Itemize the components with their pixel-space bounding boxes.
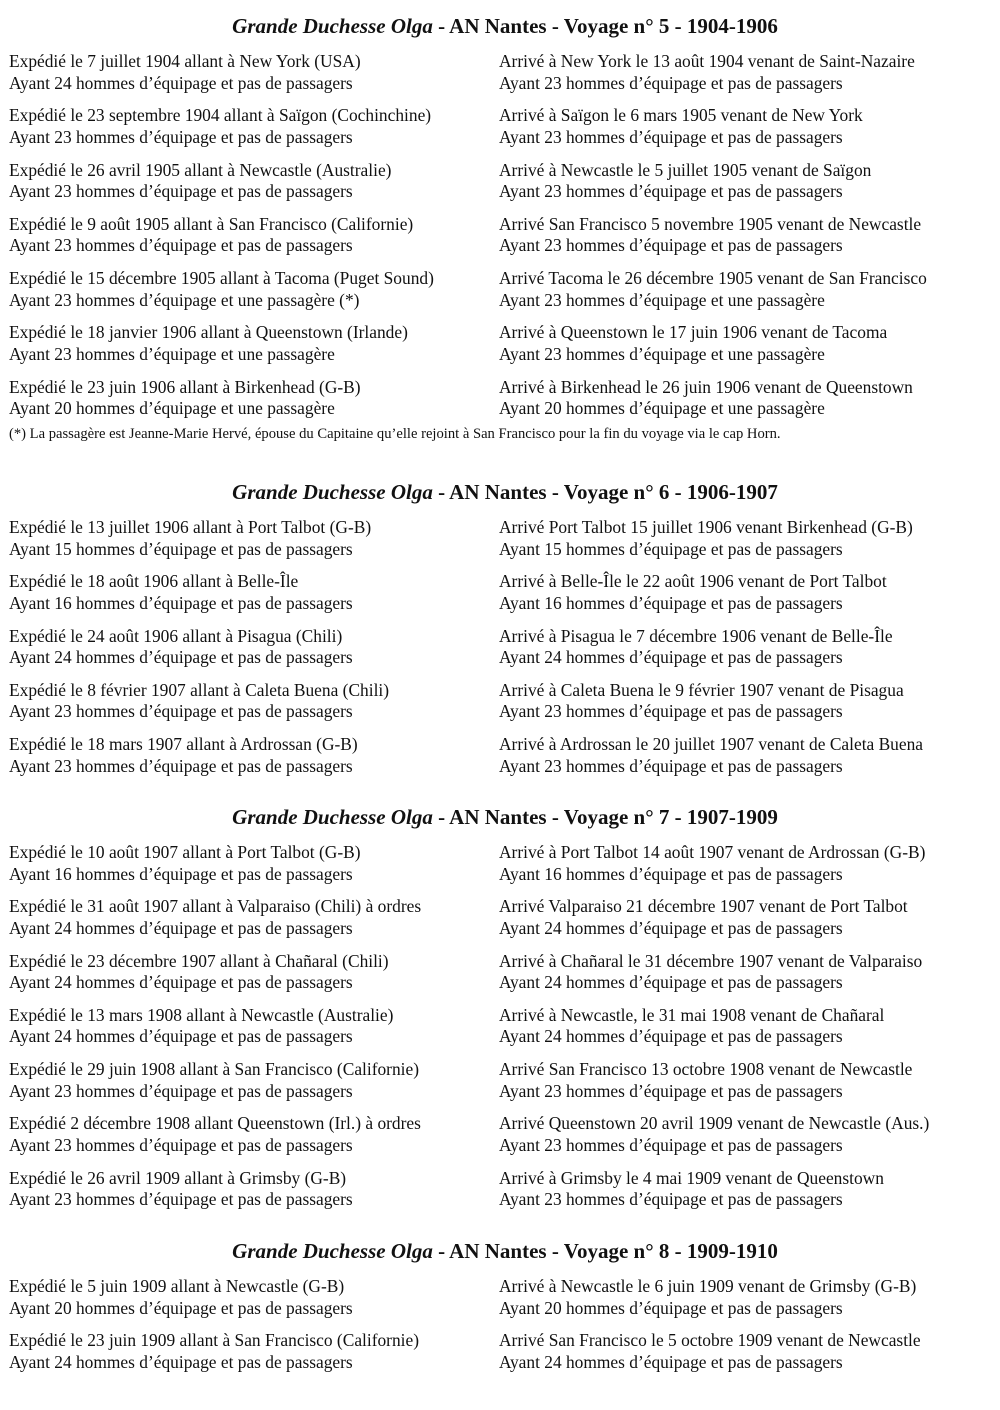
arrival-entry — [499, 626, 989, 680]
departure-text: Expédié le 7 juillet 1904 allant à New York (USA) — [9, 51, 361, 71]
arrival-crew: Ayant 23 hommes d’équipage et pas de passagers — [499, 1134, 843, 1155]
departure-text: Expédié le 10 août 1907 allant à Port Talbot (G-B) — [9, 842, 361, 862]
arrival-crew: Ayant 24 hommes d’équipage et pas de passagers — [499, 917, 843, 938]
arrival-entry — [499, 214, 989, 268]
departure-entry — [0, 680, 499, 734]
voyage-legs — [0, 51, 1000, 431]
voyage-legs — [0, 517, 1000, 788]
voyage-leg — [0, 322, 1000, 376]
departure-text: Expédié le 23 juin 1909 allant à San Francisco (Californie) — [9, 1330, 420, 1351]
arrival-text: Arrivé à Newcastle le 6 juin 1909 venant de Grimsby (G-B) — [499, 1276, 917, 1296]
departure-entry — [0, 1330, 499, 1384]
departure-entry — [0, 322, 499, 376]
departure-text: Expédié le 24 août 1906 allant à Pisagua (Chili) — [9, 625, 343, 646]
departure-crew: Ayant 23 hommes d’équipage et une passagère — [9, 343, 335, 364]
departure-text: Expédié le 5 juin 1909 allant à Newcastle (G-B) — [9, 1276, 345, 1296]
arrival-crew: Ayant 23 hommes d’équipage et pas de passagers — [499, 701, 843, 722]
arrival-text: Arrivé à Queenstown le 17 juin 1906 venant de Tacoma — [499, 322, 888, 343]
arrival-text: Arrivé Queenstown 20 avril 1909 venant de Newcastle (Aus.) — [499, 1113, 930, 1134]
voyage-section-6 — [0, 479, 1000, 788]
departure-text: Expédié le 29 juin 1908 allant à San Francisco (Californie) — [9, 1059, 420, 1080]
voyage-leg — [0, 842, 1000, 896]
departure-crew: Ayant 15 hommes d’équipage et pas de passagers — [9, 538, 353, 559]
arrival-crew: Ayant 16 hommes d’équipage et pas de passagers — [499, 592, 843, 613]
arrival-text: Arrivé à Caleta Buena le 9 février 1907 venant de Pisagua — [499, 679, 904, 700]
voyage-leg — [0, 1005, 1000, 1059]
voyage-title — [0, 13, 1000, 40]
voyage-section-7 — [0, 804, 1000, 1222]
departure-entry — [0, 896, 499, 950]
arrival-text: Arrivé à Belle-Île le 22 août 1906 venant de Port Talbot — [499, 571, 887, 592]
arrival-text: Arrivé à Grimsby le 4 mai 1909 venant de Queenstown — [499, 1167, 884, 1188]
arrival-text: Arrivé à Pisagua le 7 décembre 1906 venant de Belle-Île — [499, 625, 893, 646]
departure-text: Expédié le 13 juillet 1906 allant à Port Talbot (G-B) — [9, 517, 372, 537]
departure-crew: Ayant 24 hommes d’équipage et pas de passagers — [9, 1351, 353, 1372]
arrival-crew: Ayant 16 hommes d’équipage et pas de passagers — [499, 863, 843, 884]
arrival-text: Arrivé à Ardrossan le 20 juillet 1907 venant de Caleta Buena — [499, 734, 924, 755]
arrival-crew: Ayant 24 hommes d’équipage et pas de passagers — [499, 647, 843, 668]
voyage-section-8 — [0, 1238, 1000, 1385]
voyage-section-5 — [0, 13, 1000, 443]
departure-text: Expédié le 26 avril 1909 allant à Grimsby (G-B) — [9, 1167, 347, 1188]
departure-crew: Ayant 24 hommes d’équipage et pas de passagers — [9, 647, 353, 668]
departure-entry — [0, 571, 499, 625]
arrival-text: Arrivé à Birkenhead le 26 juin 1906 venant de Queenstown — [499, 376, 913, 397]
departure-text: Expédié le 15 décembre 1905 allant à Tacoma (Puget Sound) — [9, 268, 434, 289]
arrival-entry — [499, 377, 989, 431]
arrival-entry — [499, 51, 989, 105]
departure-entry — [0, 626, 499, 680]
voyage-leg — [0, 1113, 1000, 1167]
arrival-entry — [499, 571, 989, 625]
arrival-entry — [499, 268, 989, 322]
departure-entry — [0, 1005, 499, 1059]
arrival-crew: Ayant 24 hommes d’équipage et pas de passagers — [499, 1026, 843, 1047]
departure-text: Expédié le 8 février 1907 allant à Caleta Buena (Chili) — [9, 679, 390, 700]
voyage-leg — [0, 214, 1000, 268]
voyage-title — [0, 1238, 1000, 1265]
arrival-text: Arrivé San Francisco 5 novembre 1905 venant de Newcastle — [499, 213, 922, 234]
departure-text: Expédié le 18 janvier 1906 allant à Queenstown (Irlande) — [9, 322, 408, 343]
departure-text: Expédié le 13 mars 1908 allant à Newcastle (Australie) — [9, 1004, 394, 1025]
arrival-text: Arrivé Valparaiso 21 décembre 1907 venant de Port Talbot — [499, 896, 908, 917]
departure-entry — [0, 377, 499, 431]
voyage-leg — [0, 896, 1000, 950]
departure-crew: Ayant 23 hommes d’équipage et pas de passagers — [9, 126, 353, 147]
departure-entry — [0, 214, 499, 268]
arrival-entry — [499, 160, 989, 214]
arrival-text: Arrivé à Newcastle le 5 juillet 1905 venant de Saïgon — [499, 159, 872, 180]
departure-entry — [0, 842, 499, 896]
voyage-legs — [0, 1276, 1000, 1385]
arrival-text: Arrivé à Newcastle, le 31 mai 1908 venant de Chañaral — [499, 1004, 885, 1025]
arrival-entry — [499, 1276, 989, 1330]
departure-entry — [0, 951, 499, 1005]
departure-text: Expédié le 31 août 1907 allant à Valparaiso (Chili) à ordres — [9, 896, 422, 917]
voyage-leg — [0, 734, 1000, 788]
departure-crew: Ayant 23 hommes d’équipage et pas de passagers — [9, 1080, 353, 1101]
departure-entry — [0, 1168, 499, 1222]
departure-crew: Ayant 24 hommes d’équipage et pas de passagers — [9, 72, 353, 93]
voyage-title-rest: - AN Nantes - Voyage n° 7 - 1907-1909 — [432, 805, 778, 829]
departure-crew: Ayant 23 hommes d’équipage et pas de passagers — [9, 755, 353, 776]
voyage-leg — [0, 160, 1000, 214]
departure-text: Expédié le 18 août 1906 allant à Belle-Île — [9, 571, 299, 592]
voyage-title — [0, 804, 1000, 831]
arrival-entry — [499, 1113, 989, 1167]
departure-text: Expédié le 23 décembre 1907 allant à Chañaral (Chili) — [9, 950, 389, 971]
departure-entry — [0, 105, 499, 159]
arrival-text: Arrivé à Chañaral le 31 décembre 1907 venant de Valparaiso — [499, 950, 923, 971]
arrival-text: Arrivé Port Talbot 15 juillet 1906 venant Birkenhead (G-B) — [499, 517, 913, 537]
arrival-entry — [499, 951, 989, 1005]
departure-entry — [0, 51, 499, 105]
departure-crew: Ayant 20 hommes d’équipage et une passagère — [9, 398, 335, 419]
voyage-leg — [0, 626, 1000, 680]
departure-crew: Ayant 23 hommes d’équipage et pas de passagers — [9, 1189, 353, 1210]
arrival-crew: Ayant 23 hommes d’équipage et pas de passagers — [499, 235, 843, 256]
voyage-leg — [0, 377, 1000, 431]
departure-crew: Ayant 24 hommes d’équipage et pas de passagers — [9, 917, 353, 938]
voyage-title-rest: - AN Nantes - Voyage n° 5 - 1904-1906 — [432, 14, 778, 38]
arrival-text: Arrivé à New York le 13 août 1904 venant de Saint-Nazaire — [499, 51, 915, 71]
ship-name: Grande Duchesse Olga — [232, 805, 433, 829]
departure-entry — [0, 734, 499, 788]
departure-crew: Ayant 20 hommes d’équipage et pas de passagers — [9, 1297, 353, 1318]
departure-text: Expédié le 9 août 1905 allant à San Francisco (Californie) — [9, 213, 414, 234]
voyage-leg — [0, 517, 1000, 571]
departure-crew: Ayant 23 hommes d’équipage et une passagère (*) — [9, 289, 360, 310]
departure-text: Expédié le 23 juin 1906 allant à Birkenhead (G-B) — [9, 376, 361, 397]
ship-name: Grande Duchesse Olga — [232, 480, 433, 504]
arrival-entry — [499, 105, 989, 159]
arrival-entry — [499, 517, 989, 571]
arrival-text: Arrivé à Saïgon le 6 mars 1905 venant de New York — [499, 105, 863, 126]
arrival-entry — [499, 680, 989, 734]
voyage-leg — [0, 268, 1000, 322]
voyage-leg — [0, 1330, 1000, 1384]
departure-crew: Ayant 23 hommes d’équipage et pas de passagers — [9, 181, 353, 202]
footnote: (*) La passagère est Jeanne-Marie Hervé, épouse du Capitaine qu’elle rejoint à San Francisco pour la fin du voyage via le cap Horn. — [9, 426, 781, 443]
departure-entry — [0, 1276, 499, 1330]
arrival-crew: Ayant 23 hommes d’équipage et une passagère — [499, 343, 825, 364]
voyage-leg — [0, 1059, 1000, 1113]
voyage-leg — [0, 951, 1000, 1005]
voyage-title — [0, 479, 1000, 506]
voyage-title-rest: - AN Nantes - Voyage n° 8 - 1909-1910 — [432, 1239, 778, 1263]
arrival-text: Arrivé San Francisco 13 octobre 1908 venant de Newcastle — [499, 1059, 913, 1080]
arrival-crew: Ayant 23 hommes d’équipage et une passagère — [499, 289, 825, 310]
arrival-entry — [499, 1059, 989, 1113]
departure-text: Expédié le 26 avril 1905 allant à Newcastle (Australie) — [9, 159, 392, 180]
arrival-text: Arrivé San Francisco le 5 octobre 1909 venant de Newcastle — [499, 1330, 921, 1351]
ship-name: Grande Duchesse Olga — [232, 14, 433, 38]
departure-text: Expédié le 18 mars 1907 allant à Ardrossan (G-B) — [9, 734, 358, 755]
voyage-leg — [0, 571, 1000, 625]
arrival-crew: Ayant 20 hommes d’équipage et pas de passagers — [499, 1297, 843, 1318]
arrival-entry — [499, 1005, 989, 1059]
departure-entry — [0, 1113, 499, 1167]
arrival-crew: Ayant 23 hommes d’équipage et pas de passagers — [499, 755, 843, 776]
arrival-text: Arrivé Tacoma le 26 décembre 1905 venant de San Francisco — [499, 268, 927, 289]
arrival-crew: Ayant 23 hommes d’équipage et pas de passagers — [499, 126, 843, 147]
voyage-leg — [0, 105, 1000, 159]
departure-entry — [0, 160, 499, 214]
arrival-entry — [499, 1330, 989, 1384]
arrival-crew: Ayant 24 hommes d’équipage et pas de passagers — [499, 972, 843, 993]
departure-entry — [0, 268, 499, 322]
departure-text: Expédié 2 décembre 1908 allant Queenstown (Irl.) à ordres — [9, 1113, 421, 1134]
voyage-leg — [0, 1276, 1000, 1330]
arrival-entry — [499, 322, 989, 376]
departure-text: Expédié le 23 septembre 1904 allant à Saïgon (Cochinchine) — [9, 105, 432, 126]
arrival-text: Arrivé à Port Talbot 14 août 1907 venant de Ardrossan (G-B) — [499, 842, 926, 862]
voyage-leg — [0, 51, 1000, 105]
arrival-crew: Ayant 23 hommes d’équipage et pas de passagers — [499, 72, 843, 93]
departure-crew: Ayant 24 hommes d’équipage et pas de passagers — [9, 1026, 353, 1047]
ship-name: Grande Duchesse Olga — [232, 1239, 433, 1263]
arrival-entry — [499, 842, 989, 896]
departure-entry — [0, 517, 499, 571]
departure-entry — [0, 1059, 499, 1113]
departure-crew: Ayant 24 hommes d’équipage et pas de passagers — [9, 972, 353, 993]
voyage-leg — [0, 1168, 1000, 1222]
voyage-leg — [0, 680, 1000, 734]
arrival-entry — [499, 734, 989, 788]
departure-crew: Ayant 23 hommes d’équipage et pas de passagers — [9, 701, 353, 722]
departure-crew: Ayant 16 hommes d’équipage et pas de passagers — [9, 863, 353, 884]
arrival-crew: Ayant 23 hommes d’équipage et pas de passagers — [499, 181, 843, 202]
departure-crew: Ayant 23 hommes d’équipage et pas de passagers — [9, 235, 353, 256]
departure-crew: Ayant 16 hommes d’équipage et pas de passagers — [9, 592, 353, 613]
arrival-crew: Ayant 24 hommes d’équipage et pas de passagers — [499, 1351, 843, 1372]
arrival-entry — [499, 1168, 989, 1222]
voyage-title-rest: - AN Nantes - Voyage n° 6 - 1906-1907 — [432, 480, 778, 504]
arrival-crew: Ayant 23 hommes d’équipage et pas de passagers — [499, 1189, 843, 1210]
departure-crew: Ayant 23 hommes d’équipage et pas de passagers — [9, 1134, 353, 1155]
arrival-crew: Ayant 20 hommes d’équipage et une passagère — [499, 398, 825, 419]
arrival-crew: Ayant 23 hommes d’équipage et pas de passagers — [499, 1080, 843, 1101]
voyage-legs — [0, 842, 1000, 1222]
arrival-crew: Ayant 15 hommes d’équipage et pas de passagers — [499, 538, 843, 559]
arrival-entry — [499, 896, 989, 950]
